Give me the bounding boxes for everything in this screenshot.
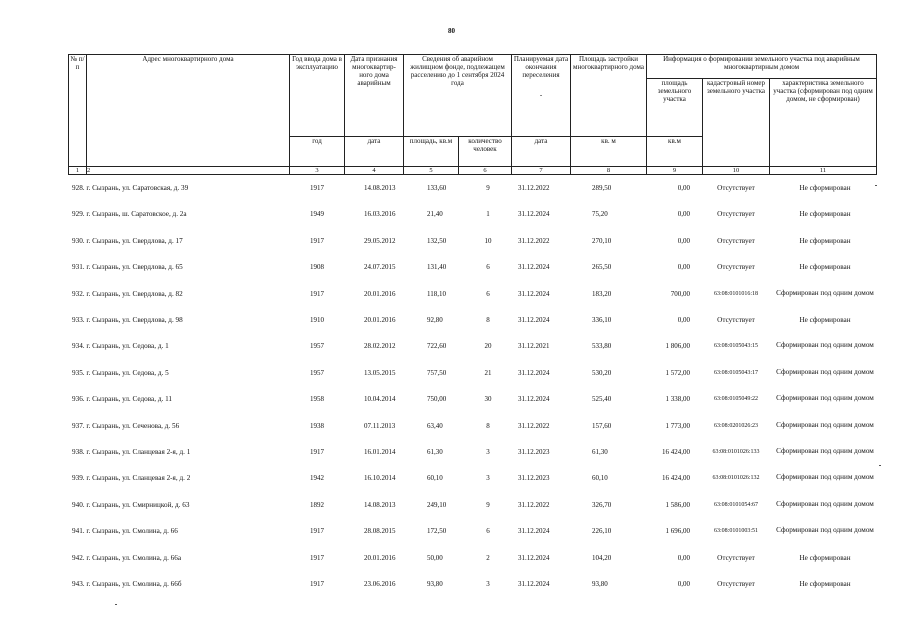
cell-year: 1942 (310, 474, 324, 483)
cell-char: Сформирован под одним домом (776, 341, 874, 350)
cell-sq: 60,10 (592, 474, 608, 483)
unit-date: дата (345, 137, 404, 167)
unit-count: количество человек (459, 137, 512, 167)
cell-area: 93,80 (427, 580, 443, 588)
cell-cad: Отсутствует (717, 580, 755, 588)
cell-cad: Отсутствует (717, 316, 755, 324)
cell-addr: 937. г. Сызрань, ул. Сеченова, д. 56 (72, 421, 180, 430)
header-col-emergency: Сведения об аварийном жилищном фонде, подлежащем расселению до 1 сентября 2024 года (404, 55, 512, 137)
header-col-land-info: Информация о формировании земельного участка под аварийным многоквартирным домом (647, 55, 877, 79)
cell-end: 31.12.2022 (518, 421, 550, 430)
num-11: 11 (770, 167, 877, 175)
cell-end: 31.12.2022 (518, 184, 550, 192)
cell-year: 1908 (310, 263, 324, 272)
scan-mark (115, 604, 117, 605)
cell-date: 14.08.2013 (364, 184, 396, 192)
cell-char: Сформирован под одним домом (776, 367, 874, 376)
cell-sq: 157,60 (592, 421, 612, 430)
cell-count: 6 (486, 263, 490, 272)
cell-land: 16 424,00 (662, 448, 690, 456)
cell-land: 700,00 (670, 289, 690, 298)
cell-end: 31.12.2024 (518, 368, 550, 377)
cell-year: 1917 (310, 580, 324, 588)
cell-end: 31.12.2024 (518, 553, 550, 562)
cell-date: 29.05.2012 (364, 236, 396, 245)
cell-date: 28.02.2012 (364, 342, 396, 351)
cell-area: 118,10 (427, 289, 446, 298)
cell-end: 31.12.2022 (518, 500, 550, 509)
cell-area: 172,50 (427, 527, 447, 536)
cell-sq: 270,10 (592, 236, 612, 245)
cell-date: 13.05.2015 (364, 368, 396, 377)
num-6: 6 (459, 167, 512, 175)
cell-char: Не сформирован (799, 580, 851, 588)
cell-year: 1957 (310, 368, 324, 377)
header-col-date: Дата признания многоквартир-ного дома аварийным (345, 55, 404, 137)
num-4: 4 (345, 167, 404, 175)
cell-addr: 938. г. Сызрань, ул. Сланцевая 2-я, д. 1 (72, 448, 191, 456)
cell-cad: 63:08:0101026:132 (712, 475, 760, 482)
num-8: 8 (571, 167, 647, 175)
cell-area: 757,50 (427, 368, 447, 377)
cell-date: 28.08.2015 (364, 527, 396, 536)
cell-count: 2 (486, 553, 490, 562)
cell-count: 10 (484, 236, 492, 245)
cell-area: 21,40 (427, 210, 443, 219)
cell-char: Не сформирован (799, 263, 851, 272)
cell-area: 131,40 (427, 263, 447, 272)
cell-addr: 942. г. Сызрань, ул. Смолина, д. 66а (72, 553, 182, 562)
cell-cad: Отсутствует (717, 236, 755, 245)
cell-end: 31.12.2024 (518, 210, 550, 219)
cell-sq: 289,50 (592, 184, 612, 192)
cell-land: 0,00 (677, 316, 690, 324)
cell-addr: 932. г. Сызрань, ул. Свердлова, д. 82 (72, 289, 183, 298)
cell-count: 9 (486, 500, 490, 509)
cell-count: 3 (486, 448, 490, 456)
header-col-land-area: площадь земельного участка (647, 79, 703, 137)
cell-land: 16 424,00 (662, 474, 690, 483)
cell-addr: 939. г. Сызрань, ул. Сланцевая 2-я, д. 2 (72, 474, 191, 483)
cell-sq: 75,20 (592, 210, 608, 219)
cell-sq: 104,20 (592, 553, 612, 562)
cell-land: 0,00 (677, 263, 690, 272)
cell-year: 1892 (310, 500, 324, 509)
cell-cad: 63:08:0101016:18 (713, 290, 758, 297)
cell-sq: 336,10 (592, 316, 612, 324)
cell-cad: 63:08:0101054:67 (713, 501, 758, 508)
cell-area: 249,10 (427, 500, 447, 509)
cell-land: 0,00 (677, 210, 690, 219)
cell-year: 1949 (310, 210, 324, 219)
cell-addr: 934. г. Сызрань, ул. Седова, д. 1 (72, 342, 169, 351)
cell-end: 31.12.2024 (518, 263, 550, 272)
header-col-build-area: Площадь застройки многоквартирного дома (571, 55, 647, 137)
cell-year: 1917 (310, 553, 324, 562)
cell-char: Сформирован под одним домом (776, 499, 874, 508)
cell-addr: 941. г. Сызрань, ул. Смолина, д. 66 (72, 527, 178, 536)
cell-area: 133,60 (427, 184, 447, 192)
num-2: 2 (87, 167, 290, 175)
cell-land: 1 806,00 (665, 342, 690, 351)
cell-end: 31.12.2024 (518, 289, 550, 298)
unit-land: кв.м (647, 137, 703, 167)
cell-addr: 943. г. Сызрань, ул. Смолина, д. 66б (72, 580, 182, 588)
cell-year: 1917 (310, 448, 324, 456)
cell-count: 21 (484, 368, 492, 377)
cell-date: 20.01.2016 (364, 316, 396, 324)
cell-area: 50,00 (427, 553, 443, 562)
cell-year: 1958 (310, 395, 324, 404)
cell-date: 10.04.2014 (364, 395, 396, 404)
cell-land: 1 338,00 (665, 395, 690, 404)
cell-char: Не сформирован (799, 210, 851, 219)
cell-sq: 525,40 (592, 395, 612, 404)
cell-cad: Отсутствует (717, 553, 755, 562)
cell-date: 20.01.2016 (364, 553, 396, 562)
cell-sq: 226,10 (592, 527, 612, 536)
cell-cad: Отсутствует (717, 184, 755, 192)
cell-end: 31.12.2021 (518, 342, 550, 351)
scan-mark (879, 465, 881, 466)
cell-char: Сформирован под одним домом (776, 473, 874, 482)
cell-cad: Отсутствует (717, 210, 755, 219)
cell-date: 24.07.2015 (364, 263, 396, 272)
cell-year: 1917 (310, 289, 324, 298)
cell-date: 16.10.2014 (364, 474, 396, 483)
cell-char: Не сформирован (799, 236, 851, 245)
cell-end: 31.12.2022 (518, 236, 550, 245)
num-7: 7 (512, 167, 571, 175)
cell-land: 1 572,00 (665, 368, 690, 377)
cell-area: 63,40 (427, 421, 443, 430)
cell-count: 1 (486, 210, 490, 219)
header-col-end-label: Планируемая дата окончания переселения (513, 55, 569, 79)
cell-sq: 183,20 (592, 289, 612, 298)
cell-cad: Отсутствует (717, 263, 755, 272)
cell-area: 722,60 (427, 342, 447, 351)
unit-year: год (290, 137, 345, 167)
cell-sq: 533,80 (592, 342, 612, 351)
cell-land: 0,00 (677, 184, 690, 192)
page-number: 80 (448, 27, 455, 35)
cell-sq: 326,70 (592, 500, 612, 509)
cell-area: 750,00 (427, 395, 447, 404)
cell-date: 07.11.2013 (364, 421, 396, 430)
table-header (68, 54, 877, 175)
cell-char: Не сформирован (799, 184, 851, 192)
cell-land: 1 586,00 (665, 500, 690, 509)
cell-char: Сформирован под одним домом (776, 447, 874, 455)
cell-land: 1 773,00 (665, 421, 690, 430)
cell-end: 31.12.2023 (518, 474, 550, 483)
cell-sq: 93,80 (592, 580, 608, 588)
cell-count: 8 (486, 421, 490, 430)
cell-land: 1 696,00 (665, 527, 690, 536)
cell-year: 1957 (310, 342, 324, 351)
cell-area: 60,10 (427, 474, 443, 483)
cell-end: 31.12.2024 (518, 316, 550, 324)
cell-area: 132,50 (427, 236, 447, 245)
cell-char: Не сформирован (799, 316, 851, 324)
cell-count: 6 (486, 289, 490, 298)
cell-end: 31.12.2024 (518, 527, 550, 536)
cell-cad: 63:08:0101003:51 (713, 528, 758, 535)
cell-cad: 63:08:0105043:15 (713, 343, 758, 350)
header-col-address: Адрес многоквартирного дома (87, 55, 290, 167)
unit-build: кв. м (571, 137, 647, 167)
cell-count: 6 (486, 527, 490, 536)
cell-char: Сформирован под одним домом (776, 420, 874, 429)
cell-land: 0,00 (677, 580, 690, 588)
cell-year: 1917 (310, 184, 324, 192)
cell-sq: 265,50 (592, 263, 612, 272)
header-col-cadastral: кадастровый номер земельного участка (703, 79, 770, 167)
cell-char: Сформирован под одним домом (776, 288, 874, 297)
cell-addr: 933. г. Сызрань, ул. Свердлова, д. 98 (72, 316, 183, 324)
num-3: 3 (290, 167, 345, 175)
cell-year: 1917 (310, 236, 324, 245)
cell-count: 20 (484, 342, 492, 351)
unit-area: площадь, кв.м (404, 137, 459, 167)
cell-count: 9 (486, 184, 490, 192)
cell-year: 1917 (310, 527, 324, 536)
cell-count: 3 (486, 580, 490, 588)
cell-addr: 931. г. Сызрань, ул. Свердлова, д. 65 (72, 263, 183, 272)
cell-addr: 935. г. Сызрань, ул. Седова, д. 5 (72, 368, 169, 377)
header-col-no: № п/п (69, 55, 87, 167)
cell-year: 1938 (310, 421, 324, 430)
cell-sq: 530,20 (592, 368, 612, 377)
cell-cad: 63:08:0101026:133 (712, 449, 760, 455)
cell-date: 16.01.2014 (364, 448, 396, 456)
header-col-char: характеристика земельного участка (сформирован под одним домом, не сформирован) (770, 79, 877, 167)
cell-addr: 928. г. Сызрань, ул. Саратовская, д. 39 (72, 184, 189, 192)
num-10: 10 (703, 167, 770, 175)
unit-end: дата (512, 137, 571, 167)
cell-date: 20.01.2016 (364, 289, 396, 298)
cell-cad: 63:08:0105043:17 (713, 369, 758, 376)
cell-addr: 936. г. Сызрань, ул. Седова, д. 11 (72, 395, 173, 404)
cell-count: 30 (484, 395, 492, 404)
cell-date: 16.03.2016 (364, 210, 396, 219)
cell-addr: 940. г. Сызрань, ул. Смирницкой, д. 63 (72, 500, 190, 509)
cell-char: Не сформирован (799, 553, 851, 562)
header-col-end (512, 55, 571, 137)
cell-end: 31.12.2023 (518, 448, 550, 456)
cell-land: 0,00 (677, 553, 690, 562)
cell-area: 92,80 (427, 316, 443, 324)
cell-cad: 63:08:0105049:22 (713, 396, 758, 403)
cell-end: 31.12.2024 (518, 580, 550, 588)
cell-area: 61,30 (427, 448, 443, 456)
num-1: 1 (69, 167, 87, 175)
cell-char: Сформирован под одним домом (776, 394, 874, 403)
cell-sq: 61,30 (592, 448, 608, 456)
cell-addr: 929. г. Сызрань, ш. Саратовское, д. 2а (72, 210, 187, 219)
scan-mark (875, 185, 877, 186)
cell-cad: 63:08:0201026:23 (713, 422, 758, 429)
cell-date: 23.06.2016 (364, 580, 396, 588)
cell-date: 14.08.2013 (364, 500, 396, 509)
cell-count: 8 (486, 316, 490, 324)
cell-land: 0,00 (677, 236, 690, 245)
header-col-end-mark: - (539, 91, 543, 99)
num-5: 5 (404, 167, 459, 175)
cell-end: 31.12.2024 (518, 395, 550, 404)
cell-char: Сформирован под одним домом (776, 526, 874, 535)
cell-addr: 930. г. Сызрань, ул. Свердлова, д. 17 (72, 236, 183, 245)
num-9: 9 (647, 167, 703, 175)
header-col-year: Год ввода дома в эксплуатацию (290, 55, 345, 137)
cell-count: 3 (486, 474, 490, 483)
cell-year: 1910 (310, 316, 324, 324)
